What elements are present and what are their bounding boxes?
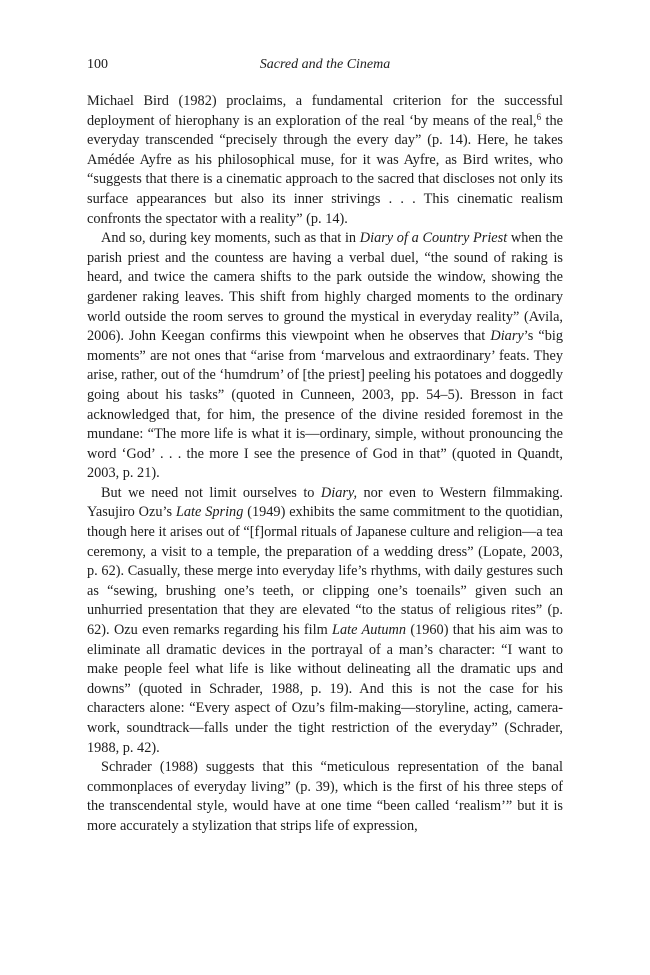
text-run: ’s “big moments” are not ones that “arise from ‘marvelous and extraordinary’ feats. They arise, rather, out of the ‘humdrum’ of [the priest] peeling his potatoes and doggedly going about his tasks” (quoted in Cunneen, 2003, pp. 54–5). Bresson in fact acknowledged that, for him, the presence of the divine resided foremost in the mundane: “The more life is what it is—ordinary, simple, without pronouncing the word ‘God’ . . . the more I see the presence of God in that” (quoted in Quandt, 2003, p. 21). (87, 328, 564, 482)
running-title: Sacred and the Cinema (259, 57, 391, 72)
text-run: But we need not limit ourselves to (101, 484, 321, 501)
book-page (87, 56, 563, 837)
running-head (87, 56, 563, 78)
text-run: the everyday transcended “precisely through the every day” (p. 14). Here, he takes Amédée Ayfre as his philosophical muse, for it was Ayfre, as Bird writes, who “suggests that there is a cinematic approach to the sacred that discloses not only its surface appearances but also its inner strivings . . . This cinematic realism confronts the spectator with a reality” (p. 14). (87, 112, 563, 227)
page-number: 100 (87, 57, 108, 72)
text-run: (1949) exhibits the same commitment to the quotidian, though here it arises out of “[f]ormal rituals of Japanese culture and religion—a tea ceremony, a visit to a temple, the preparation of a wedding dress” (Lopate, 2003, p. 62). Casually, these merge into everyday life’s rhythms, with daily gestures such as “sewing, brushing one’s teeth, or clipping one’s toenails” given such an unhurried presentation that they are elevated “to the status of religious rites” (p. 62). Ozu even remarks regarding his film (87, 504, 563, 639)
paragraph (87, 484, 563, 758)
text-run: And so, during key moments, such as that in (101, 230, 360, 247)
text-run: nor even to Western filmmaking. Yasujiro Ozu’s (87, 484, 563, 521)
italic-title-text: Late Spring (175, 504, 244, 521)
italic-title-text: Diary of a Country Priest (359, 230, 508, 247)
italic-title-text: Diary (490, 328, 524, 345)
paragraph (87, 758, 563, 836)
text-run: Michael Bird (1982) proclaims, a fundamental criterion for the successful deployment of hierophany is an exploration of the real ‘by means of the real, (87, 93, 563, 129)
paragraph (87, 229, 563, 484)
text-run: when the parish priest and the countess are having a verbal duel, “the sound of raking is heard, and twice the camera shifts to the park outside the window, showing the gardener raking leaves. This shift from highly charged moments to the ordinary world outside the room serves to ground the mystical in everyday reality” (Avila, 2006). John Keegan confirms this viewpoint when he observes that (87, 230, 563, 345)
paragraph (87, 92, 563, 229)
footnote-marker: 6 (536, 111, 542, 122)
text-run: (1960) that his aim was to eliminate all dramatic devices in the portrayal of a man’s character: “I want to make people feel what life is like without delineating all the dramatic ups and downs” (quoted in Schrader, 1988, p. 19). And this is not the case for his characters alone: “Every aspect of Ozu’s film-making—storyline, acting, camera-work, soundtrack—falls under the tight restriction of the everyday” (Schrader, 1988, p. 42). (87, 622, 563, 756)
italic-title-text: Late Autumn (332, 622, 407, 639)
text-run: Schrader (1988) suggests that this “meticulous representation of the banal commonplaces of everyday living” (p. 39), which is the first of his three steps of the transcendental style, would have at one time “been called ‘realism’” but it is more accurately a stylization that strips life of expression, (87, 759, 563, 834)
body-text (87, 92, 563, 837)
italic-title-text: Diary, (320, 484, 358, 501)
